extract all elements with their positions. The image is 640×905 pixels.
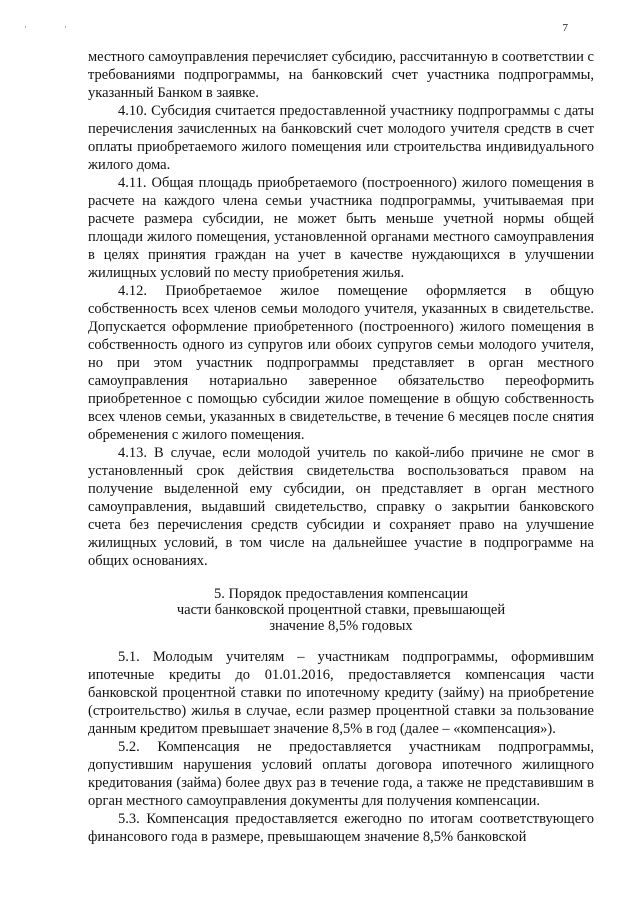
document-body <box>88 48 594 846</box>
paragraph-5-1: 5.1. Молодым учителям – участникам подпрограммы, оформившим ипотечные кредиты до 01.01.2016, предоставляется компенсация части банковской процентной ставки по ипотечному кредиту (займу) на приобретение (строительство) жилья в случае, если размер процентной ставки за пользование данным кредитом превышает значение 8,5% в год (далее – «компенсация»). <box>88 649 594 737</box>
paragraph-5-2: 5.2. Компенсация не предоставляется участникам подпрограммы, допустившим нарушения условий оплаты договора ипотечного жилищного кредитования (займа) более двух раз в течение года, а также не представившим в орган местного самоуправления документы для получения компенсации. <box>88 739 594 809</box>
paragraph-4-13: 4.13. В случае, если молодой учитель по какой-либо причине не смог в установленный срок действия свидетельства воспользоваться правом на получение выделенной ему субсидии, он представляет в орган местного самоуправления, выдавший свидетельство, справку о закрытии банковского счета без перечисления средств субсидии и сохраняет право на улучшение жилищных условий, в том числе на дальнейшее участие в подпрограмме на общих основаниях. <box>88 445 594 569</box>
section-heading-line: 5. Порядок предоставления компенсации <box>214 586 468 602</box>
paragraph-4-11: 4.11. Общая площадь приобретаемого (построенного) жилого помещения в расчете на каждого члена семьи участника подпрограммы, учитываемая при расчете размера субсидии, не может быть меньше учетной нормы общей площади жилого помещения, установленной органами местного самоуправления в целях принятия граждан на учет в качестве нуждающихся в улучшении жилищных условий по месту приобретения жилья. <box>88 175 594 281</box>
page-number: 7 <box>562 22 568 34</box>
paragraph-4-12: 4.12. Приобретаемое жилое помещение оформляется в общую собственность всех членов семьи молодого учителя, указанных в свидетельстве. Допускается оформление приобретенного (построенного) жилого помещения в собственность одного из супругов или обоих супругов семьи молодого учителя, но при этом участник подпрограммы представляет в орган местного самоуправления нотариально заверенное обязательство переоформить приобретенное с помощью субсидии жилое помещение в общую собственность всех членов семьи, указанных в свидетельстве, в течение 6 месяцев после снятия обременения с жилого помещения. <box>88 283 594 443</box>
section-heading-line: значение 8,5% годовых <box>269 618 413 634</box>
paragraph: местного самоуправления перечисляет субсидию, рассчитанную в соответствии с требованиями подпрограммы, на банковский счет участника подпрограммы, указанный Банком в заявке. <box>88 49 594 101</box>
section-heading <box>88 586 594 634</box>
paragraph-4-10: 4.10. Субсидия считается предоставленной участнику подпрограммы с даты перечисления зачисленных на банковский счет молодого учителя средств в счет оплаты приобретаемого жилого помещения или строительства индивидуального жилого дома. <box>88 103 594 173</box>
scan-mark: · <box>64 22 67 32</box>
scan-mark: · <box>24 22 27 32</box>
section-heading-line: части банковской процентной ставки, превышающей <box>176 602 506 618</box>
paragraph-5-3: 5.3. Компенсация предоставляется ежегодно по итогам соответствующего финансового года в размере, превышающем значение 8,5% банковской <box>88 811 594 845</box>
